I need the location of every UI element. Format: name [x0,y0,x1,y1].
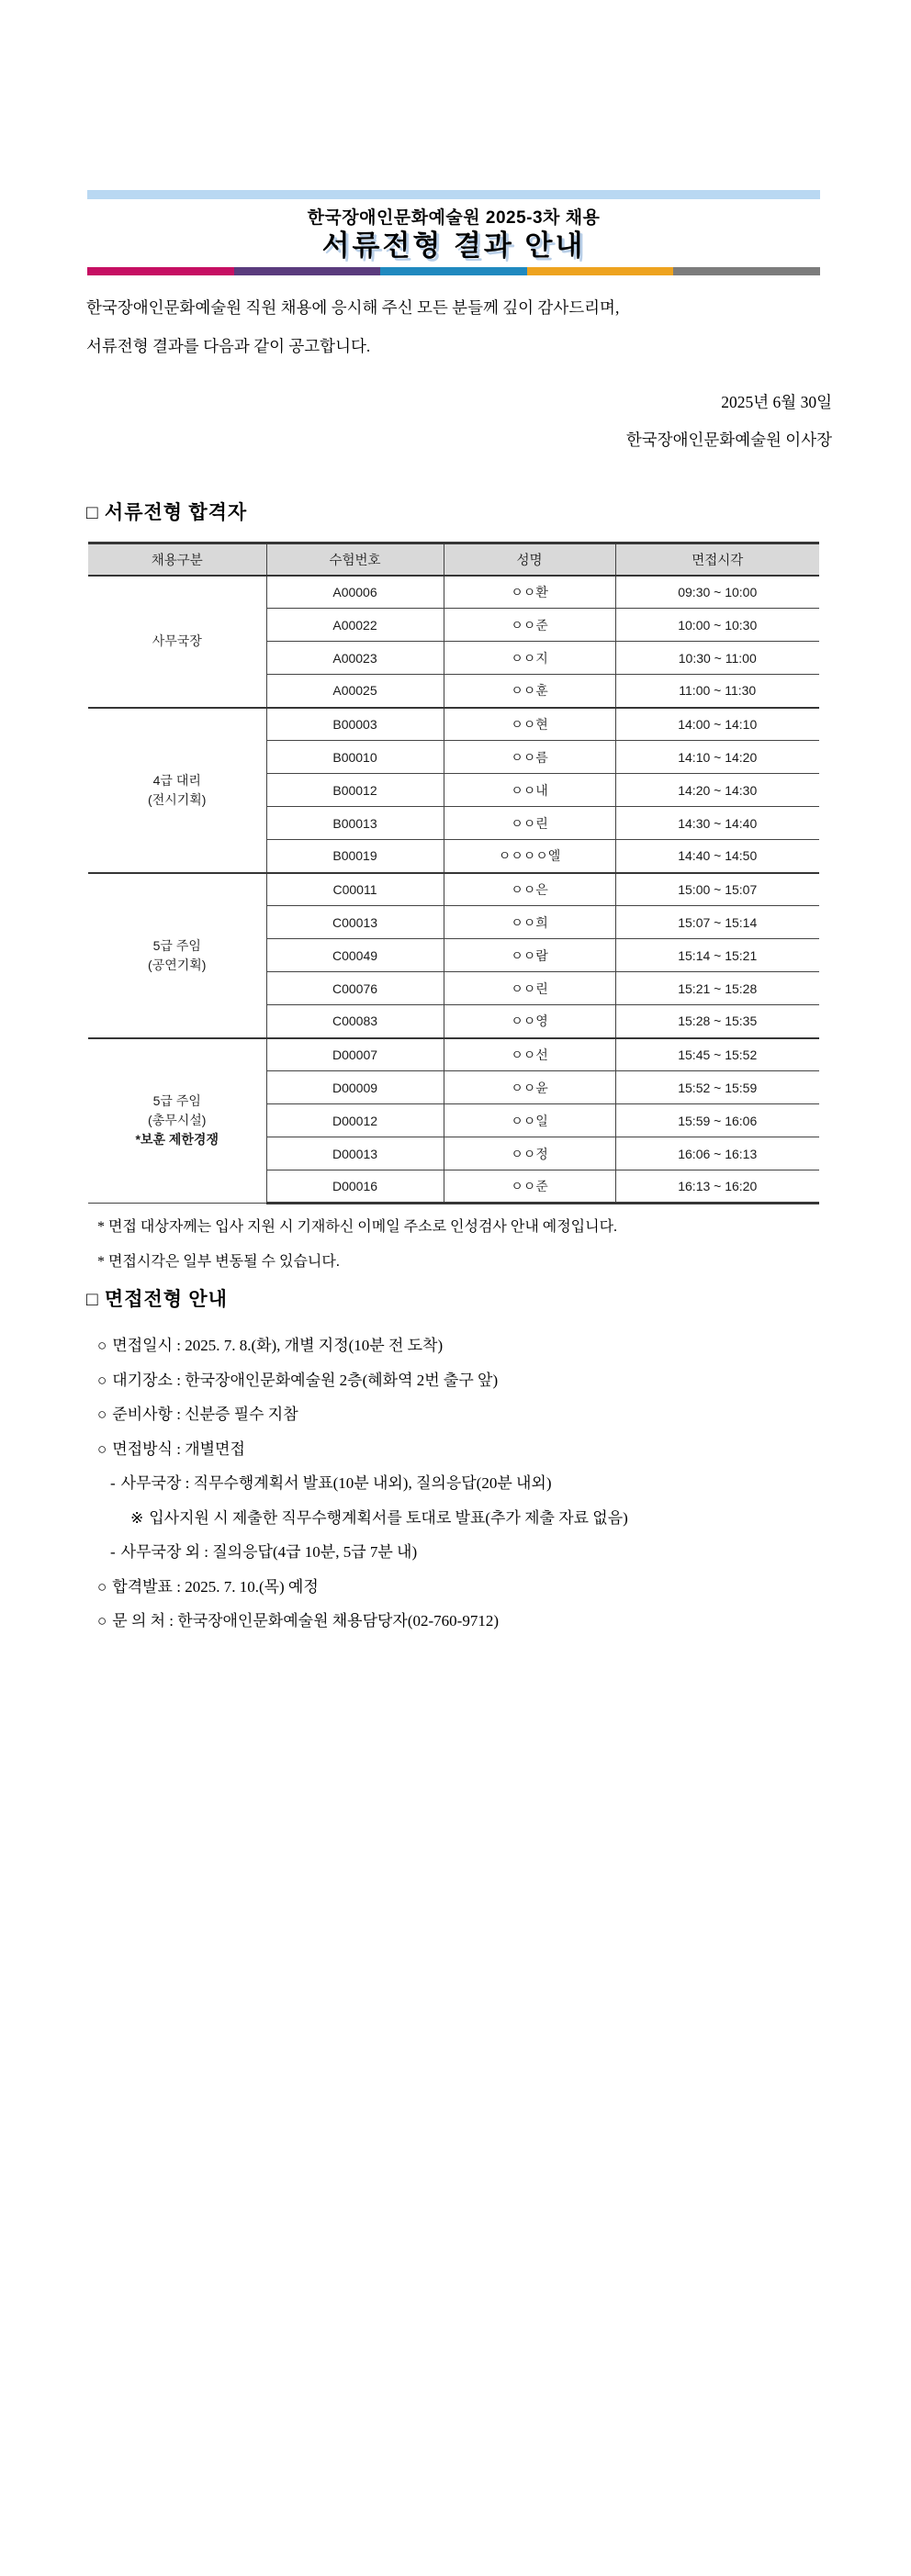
list-marker: ○ [97,1577,107,1596]
table-row [88,873,819,906]
interview-time-cell: 11:00 ~ 11:30 [615,675,819,708]
exam-number-cell: A00006 [266,576,444,609]
exam-number-cell: D00012 [266,1104,444,1137]
exam-number-cell: B00003 [266,708,444,741]
category-cell [88,708,266,873]
interview-time-cell: 15:07 ~ 15:14 [615,906,819,939]
table-group [88,1038,819,1204]
announcement-date: 2025년 6월 30일 [721,393,832,411]
list-marker: ○ [97,1612,107,1630]
header-subtitle: 한국장애인문화예술원 2025-3차 채용 [307,208,601,228]
category-cell [88,576,266,708]
interview-time-cell: 14:30 ~ 14:40 [615,807,819,840]
table-row [88,708,819,741]
table-group [88,708,819,873]
interview-time-cell: 14:40 ~ 14:50 [615,840,819,873]
interview-time-cell: 14:10 ~ 14:20 [615,741,819,774]
section-heading-interview-info: □ 면접전형 안내 [86,1288,228,1310]
table-header-row [88,543,819,576]
list-item [97,1466,856,1501]
list-marker: ○ [97,1406,107,1423]
column-header: 면접시각 [615,543,819,576]
list-item [97,1363,856,1398]
list-text: 면접방식 : 개별면접 [112,1439,245,1458]
list-text: 문 의 처 : 한국장애인문화예술원 채용담당자(02-760-9712) [112,1612,499,1630]
header-color-bar [87,267,820,275]
category-note: *보훈 제한경쟁 [135,1132,219,1148]
table-row [88,576,819,609]
list-item [97,1397,856,1432]
list-marker: ※ [130,1508,144,1527]
list-marker: ○ [97,1439,107,1458]
intro-line-2: 서류전형 결과를 다음과 같이 공고합니다. [86,337,371,355]
interview-time-cell: 15:00 ~ 15:07 [615,873,819,906]
section-heading-pass-list: □ 서류전형 합격자 [86,501,248,523]
column-header: 수험번호 [266,543,444,576]
exam-number-cell: C00076 [266,972,444,1005]
interview-time-cell: 15:52 ~ 15:59 [615,1071,819,1104]
date-signature-block [86,384,832,459]
name-cell: ㅇㅇ선 [444,1038,615,1071]
name-cell: ㅇㅇ환 [444,576,615,609]
list-item [97,1570,856,1605]
interview-time-cell: 16:06 ~ 16:13 [615,1137,819,1170]
name-cell: ㅇㅇ현 [444,708,615,741]
category-line: 5급 주임 [152,1093,201,1109]
interview-time-cell: 14:20 ~ 14:30 [615,774,819,807]
table-notes [97,1210,847,1280]
category-line: (공연기획) [148,957,207,972]
table-group [88,576,819,708]
name-cell: ㅇㅇ린 [444,972,615,1005]
exam-number-cell: C00049 [266,939,444,972]
exam-number-cell: A00022 [266,609,444,642]
list-text: 합격발표 : 2025. 7. 10.(목) 예정 [112,1577,319,1596]
category-line: (전시기획) [148,791,207,807]
exam-number-cell: D00009 [266,1071,444,1104]
name-cell: ㅇㅇ희 [444,906,615,939]
exam-number-cell: A00023 [266,642,444,675]
name-cell: ㅇㅇ린 [444,807,615,840]
list-text: 입사지원 시 제출한 직무수행계획서를 토대로 발표(추가 제출 자료 없음) [149,1508,628,1527]
exam-number-cell: B00013 [266,807,444,840]
list-text: 사무국장 : 직무수행계획서 발표(10분 내외), 질의응답(20분 내외) [120,1474,552,1492]
interview-time-cell: 15:28 ~ 15:35 [615,1005,819,1038]
table-note-2: * 면접시각은 일부 변동될 수 있습니다. [97,1254,340,1270]
interview-time-cell: 15:14 ~ 15:21 [615,939,819,972]
color-bar-segment-purple [234,267,381,275]
exam-number-cell: D00007 [266,1038,444,1071]
category-line: 사무국장 [152,633,202,648]
page-title: 서류전형 결과 안내 [321,230,586,262]
exam-number-cell: D00013 [266,1137,444,1170]
exam-number-cell: A00025 [266,675,444,708]
results-table-wrap [88,542,819,1204]
exam-number-cell: B00010 [266,741,444,774]
interview-time-cell: 15:59 ~ 16:06 [615,1104,819,1137]
category-line: (총무시설) [148,1113,207,1128]
name-cell: ㅇㅇ내 [444,774,615,807]
document-header [87,190,820,275]
intro-line-1: 한국장애인문화예술원 직원 채용에 응시해 주신 모든 분들께 깊이 감사드리며, [86,298,620,317]
category-line: 5급 주임 [152,937,201,953]
category-line: 4급 대리 [152,772,201,788]
list-marker: ○ [97,1337,107,1354]
intro-paragraph [86,288,834,365]
signature: 한국장애인문화예술원 이사장 [625,431,832,449]
list-text: 준비사항 : 신분증 필수 지참 [112,1406,298,1423]
name-cell: ㅇㅇ준 [444,1170,615,1204]
interview-time-cell: 14:00 ~ 14:10 [615,708,819,741]
name-cell: ㅇㅇㅇㅇ엘 [444,840,615,873]
color-bar-segment-blue [380,267,527,275]
header-top-bar [87,190,820,199]
name-cell: ㅇㅇ윤 [444,1071,615,1104]
interview-time-cell: 10:30 ~ 11:00 [615,642,819,675]
exam-number-cell: D00016 [266,1170,444,1204]
name-cell: ㅇㅇ훈 [444,675,615,708]
interview-time-cell: 15:21 ~ 15:28 [615,972,819,1005]
interview-time-cell: 09:30 ~ 10:00 [615,576,819,609]
list-item [97,1328,856,1363]
results-table [88,542,819,1204]
category-cell [88,1038,266,1204]
list-item [97,1604,856,1639]
name-cell: ㅇㅇ일 [444,1104,615,1137]
list-text: 사무국장 외 : 질의응답(4급 10분, 5급 7분 내) [120,1543,418,1561]
interview-info-list [97,1328,856,1639]
color-bar-segment-orange [527,267,674,275]
name-cell: ㅇㅇ은 [444,873,615,906]
column-header: 채용구분 [88,543,266,576]
table-row [88,1038,819,1071]
name-cell: ㅇㅇ준 [444,609,615,642]
list-marker: ○ [97,1371,107,1389]
list-item [97,1535,856,1570]
table-group [88,873,819,1038]
exam-number-cell: C00083 [266,1005,444,1038]
list-item [97,1432,856,1467]
list-text: 대기장소 : 한국장애인문화예술원 2층(혜화역 2번 출구 앞) [112,1371,499,1389]
exam-number-cell: C00013 [266,906,444,939]
category-cell [88,873,266,1038]
list-item [97,1501,856,1536]
interview-time-cell: 15:45 ~ 15:52 [615,1038,819,1071]
interview-time-cell: 10:00 ~ 10:30 [615,609,819,642]
list-marker: - [110,1474,116,1492]
column-header: 성명 [444,543,615,576]
name-cell: ㅇㅇ정 [444,1137,615,1170]
list-text: 면접일시 : 2025. 7. 8.(화), 개별 지정(10분 전 도착) [112,1337,444,1354]
name-cell: ㅇㅇ영 [444,1005,615,1038]
exam-number-cell: C00011 [266,873,444,906]
exam-number-cell: B00019 [266,840,444,873]
exam-number-cell: B00012 [266,774,444,807]
table-note-1: * 면접 대상자께는 입사 지원 시 기재하신 이메일 주소로 인성검사 안내 예정입니다. [97,1219,618,1235]
list-marker: - [110,1543,116,1561]
name-cell: ㅇㅇ람 [444,939,615,972]
interview-time-cell: 16:13 ~ 16:20 [615,1170,819,1204]
color-bar-segment-magenta [87,267,234,275]
color-bar-segment-gray [673,267,820,275]
name-cell: ㅇㅇ름 [444,741,615,774]
name-cell: ㅇㅇ지 [444,642,615,675]
